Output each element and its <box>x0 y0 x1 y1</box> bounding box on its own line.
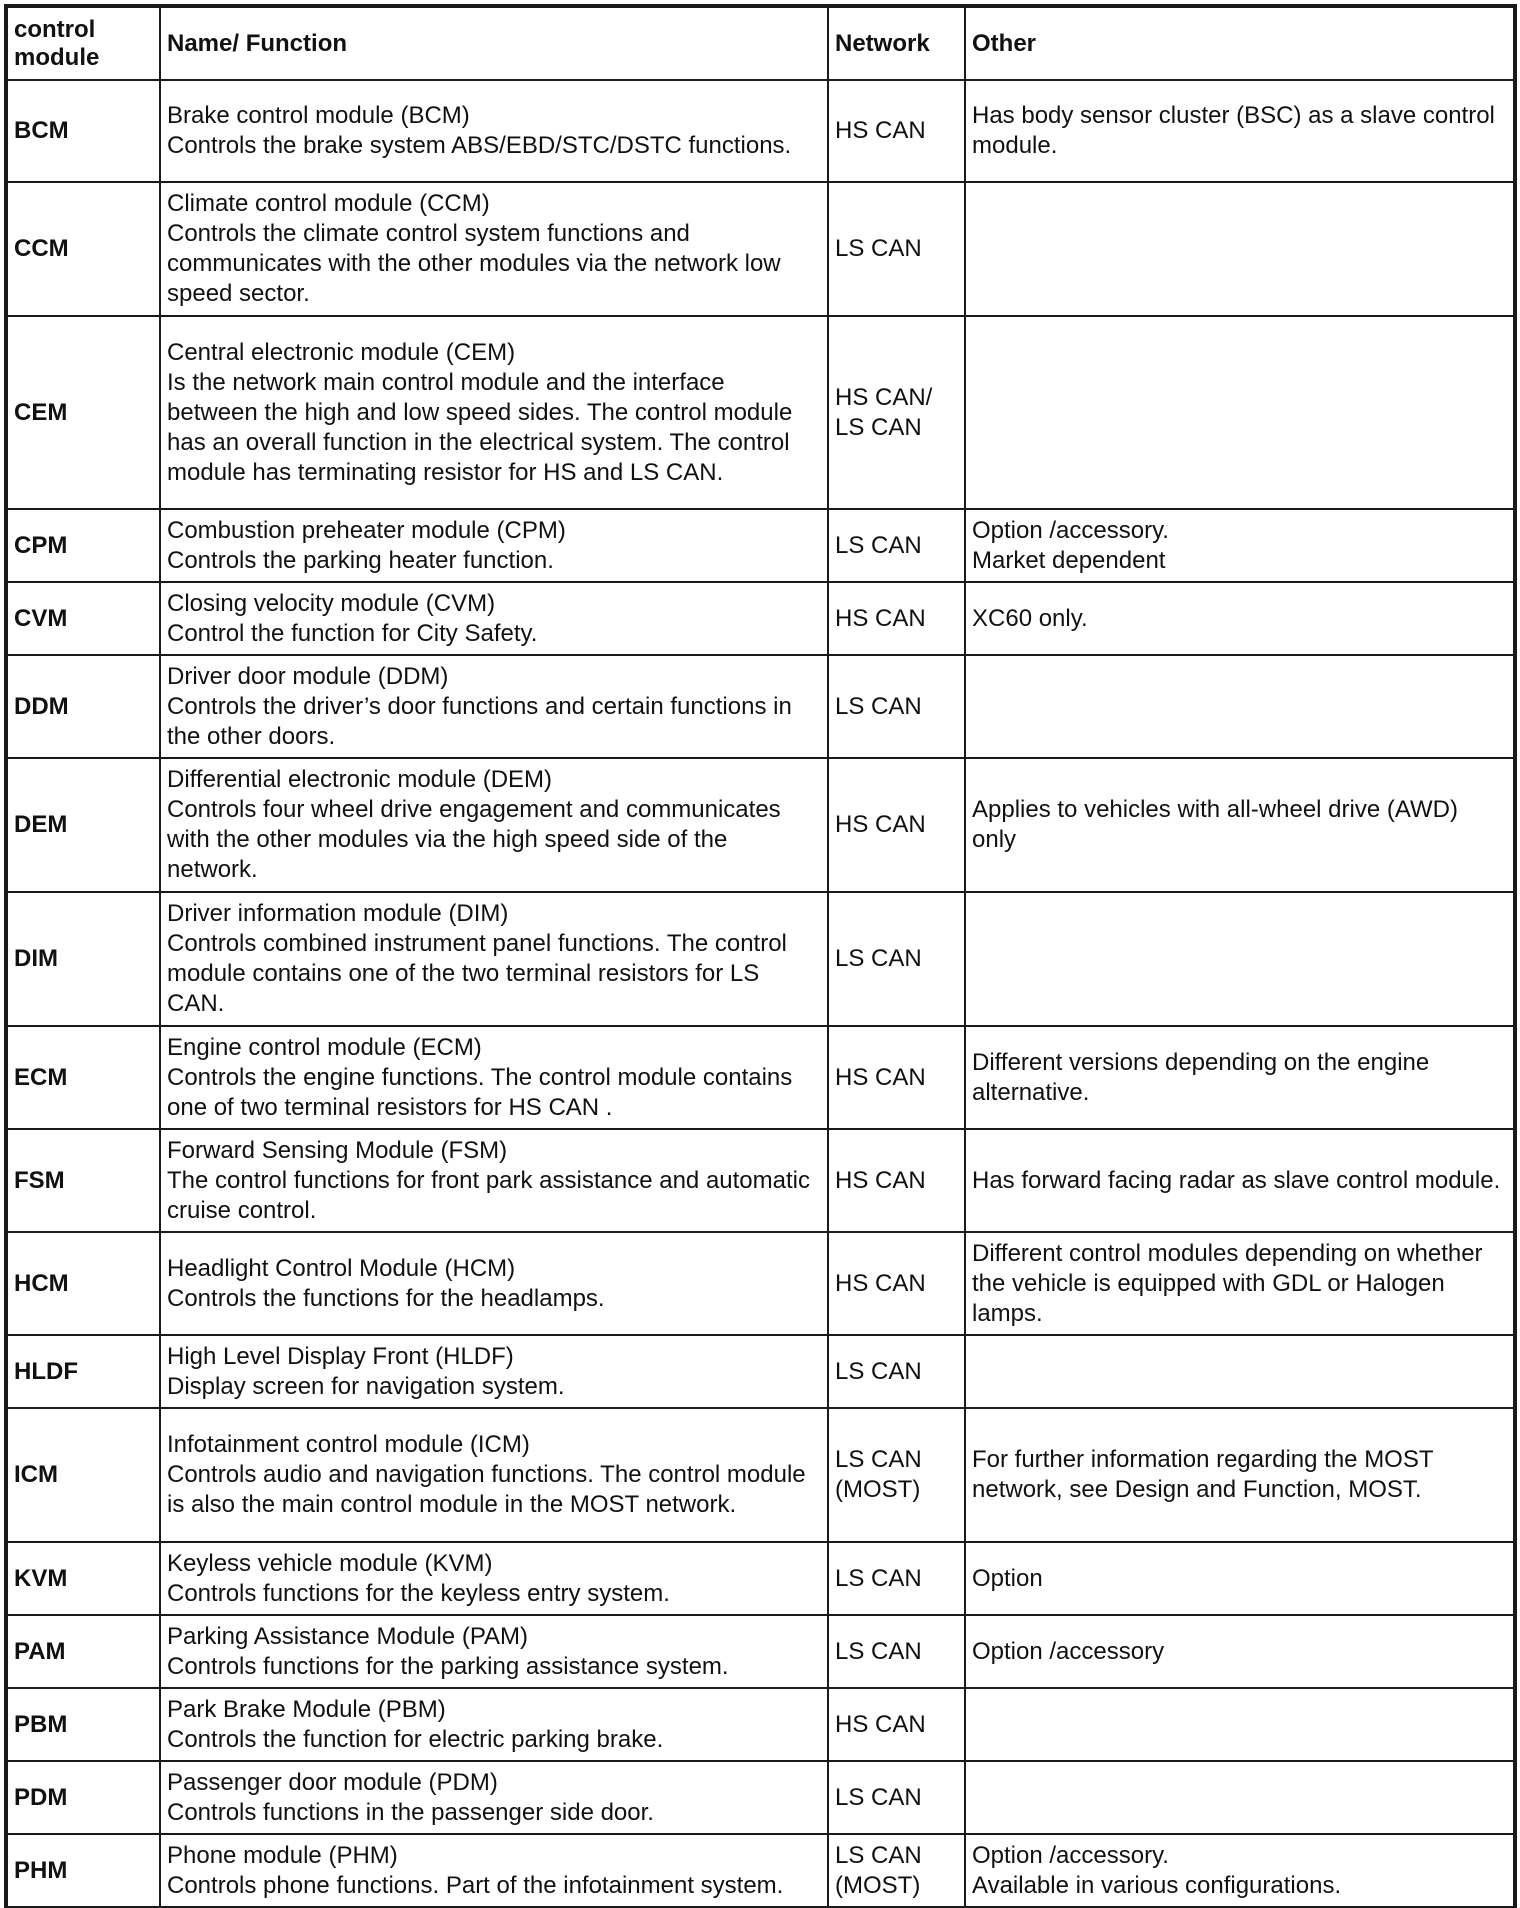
function-cell <box>160 892 828 1026</box>
function-cell <box>160 1408 828 1542</box>
module-code-cell: BCM <box>7 80 160 182</box>
module-description: Controls functions for the keyless entry system. <box>167 1579 670 1607</box>
module-code-cell: PAM <box>7 1615 160 1688</box>
network-cell <box>828 80 965 182</box>
network-value: HS CAN <box>835 117 926 144</box>
module-code-cell: HCM <box>7 1232 160 1335</box>
module-description: Controls the parking heater function. <box>167 546 554 574</box>
header-other: Other <box>965 7 1514 80</box>
module-description: Display screen for navigation system. <box>167 1372 565 1400</box>
other-note: Has forward facing radar as slave control module. <box>972 1166 1501 1194</box>
other-note: Different control modules depending on whether the vehicle is equipped with GDL or Halogen lamps. <box>972 1239 1483 1327</box>
table-row <box>7 316 1514 509</box>
network-cell <box>828 892 965 1026</box>
function-cell <box>160 1232 828 1335</box>
module-description: Controls the function for electric parking brake. <box>167 1725 664 1753</box>
network-value: LS CAN <box>835 1446 922 1473</box>
network-value: LS CAN <box>835 1637 922 1665</box>
table-header-row <box>7 7 1514 80</box>
module-name: Climate control module (CCM) <box>167 190 490 217</box>
other-note: Option /accessory. <box>972 1841 1169 1869</box>
header-control-module: control module <box>7 7 160 80</box>
module-code-cell: CPM <box>7 509 160 582</box>
other-cell <box>965 182 1514 316</box>
module-description: Controls four wheel drive engagement and communicates with the other modules via the high speed side of the network. <box>167 796 781 883</box>
table-row <box>7 1335 1514 1408</box>
header-network: Network <box>828 7 965 80</box>
network-value: LS CAN <box>835 1564 922 1592</box>
other-cell <box>965 1026 1514 1129</box>
table-row <box>7 1834 1514 1907</box>
table-row <box>7 1129 1514 1232</box>
network-cell <box>828 582 965 655</box>
module-name: Park Brake Module (PBM) <box>167 1695 446 1723</box>
network-value: HS CAN <box>835 1166 926 1194</box>
table-row <box>7 892 1514 1026</box>
other-cell <box>965 582 1514 655</box>
network-value: LS CAN <box>835 1841 922 1869</box>
function-cell <box>160 316 828 509</box>
network-cell <box>828 316 965 509</box>
table-row <box>7 1026 1514 1129</box>
module-name: Central electronic module (CEM) <box>167 338 516 366</box>
other-note: Market dependent <box>972 546 1166 574</box>
module-description: Controls functions in the passenger side door. <box>167 1798 654 1826</box>
other-cell <box>965 655 1514 758</box>
other-note: Available in various configurations. <box>972 1871 1342 1899</box>
module-name: Phone module (PHM) <box>167 1841 398 1869</box>
other-cell <box>965 1408 1514 1542</box>
table-row <box>7 1688 1514 1761</box>
module-code-cell: ICM <box>7 1408 160 1542</box>
network-cell <box>828 1615 965 1688</box>
other-cell <box>965 1615 1514 1688</box>
function-cell <box>160 182 828 316</box>
network-cell <box>828 1761 965 1834</box>
network-value: (MOST) <box>835 1871 921 1899</box>
module-name: Parking Assistance Module (PAM) <box>167 1622 529 1650</box>
other-note: Has body sensor cluster (BSC) as a slave control module. <box>972 102 1495 159</box>
network-value: LS CAN <box>835 945 922 972</box>
other-cell <box>965 1761 1514 1834</box>
module-description: Is the network main control module and the interface between the high and low speed sides. The control module has an overall function in the electrical system. The control module has terminating resistor for HS and LS CAN. <box>167 368 793 486</box>
other-cell <box>965 1129 1514 1232</box>
module-name: Differential electronic module (DEM) <box>167 766 553 793</box>
module-name: High Level Display Front (HLDF) <box>167 1342 514 1370</box>
module-code-cell: CEM <box>7 316 160 509</box>
network-value: LS CAN <box>835 1783 922 1811</box>
network-value: LS CAN <box>835 531 922 559</box>
function-cell <box>160 1688 828 1761</box>
other-cell <box>965 1834 1514 1907</box>
network-cell <box>828 1129 965 1232</box>
module-code-cell: ECM <box>7 1026 160 1129</box>
module-code-cell: DDM <box>7 655 160 758</box>
module-description: Controls combined instrument panel functions. The control module contains one of the two terminal resistors for LS CAN. <box>167 930 787 1017</box>
module-code-cell: PHM <box>7 1834 160 1907</box>
module-name: Brake control module (BCM) <box>167 102 470 129</box>
control-module-table <box>6 6 1515 1908</box>
function-cell <box>160 1026 828 1129</box>
function-cell <box>160 758 828 892</box>
module-code-cell: FSM <box>7 1129 160 1232</box>
function-cell <box>160 509 828 582</box>
function-cell <box>160 1129 828 1232</box>
other-note: Applies to vehicles with all-wheel drive (AWD) only <box>972 796 1458 853</box>
network-value: HS CAN <box>835 604 926 632</box>
module-description: Controls functions for the parking assistance system. <box>167 1652 729 1680</box>
other-cell <box>965 758 1514 892</box>
network-value: HS CAN/ <box>835 383 933 411</box>
other-cell <box>965 1335 1514 1408</box>
other-note: Option /accessory <box>972 1637 1165 1665</box>
function-cell <box>160 655 828 758</box>
function-cell <box>160 1761 828 1834</box>
network-cell <box>828 758 965 892</box>
other-cell <box>965 1688 1514 1761</box>
module-name: Closing velocity module (CVM) <box>167 589 496 617</box>
network-cell <box>828 1026 965 1129</box>
module-description: Control the function for City Safety. <box>167 619 538 647</box>
table-row <box>7 182 1514 316</box>
module-name: Forward Sensing Module (FSM) <box>167 1136 508 1164</box>
network-value: HS CAN <box>835 1063 926 1091</box>
table-row <box>7 1761 1514 1834</box>
function-cell <box>160 582 828 655</box>
network-cell <box>828 655 965 758</box>
other-cell <box>965 892 1514 1026</box>
module-name: Keyless vehicle module (KVM) <box>167 1549 493 1577</box>
other-note: Option /accessory. <box>972 516 1169 544</box>
module-description: Controls the climate control system functions and communicates with the other modules via the network low speed sector. <box>167 220 781 307</box>
module-description: Controls the engine functions. The control module contains one of two terminal resistors for HS CAN . <box>167 1063 793 1121</box>
module-code-cell: DEM <box>7 758 160 892</box>
module-description: The control functions for front park assistance and automatic cruise control. <box>167 1166 810 1224</box>
module-code-cell: DIM <box>7 892 160 1026</box>
other-note: Option <box>972 1564 1043 1592</box>
other-note: XC60 only. <box>972 604 1088 632</box>
table-row <box>7 80 1514 182</box>
network-cell <box>828 1232 965 1335</box>
table-row <box>7 1408 1514 1542</box>
module-code-cell: PBM <box>7 1688 160 1761</box>
module-code-cell: KVM <box>7 1542 160 1615</box>
network-value: (MOST) <box>835 1476 921 1503</box>
module-description: Controls phone functions. Part of the infotainment system. <box>167 1871 784 1899</box>
network-cell <box>828 509 965 582</box>
module-name: Driver door module (DDM) <box>167 662 449 690</box>
module-code-cell: CVM <box>7 582 160 655</box>
module-name: Engine control module (ECM) <box>167 1033 482 1061</box>
network-cell <box>828 1408 965 1542</box>
other-cell <box>965 80 1514 182</box>
network-value: LS CAN <box>835 692 922 720</box>
table-row <box>7 1542 1514 1615</box>
module-description: Controls the brake system ABS/EBD/STC/DSTC functions. <box>167 132 792 159</box>
network-value: HS CAN <box>835 1269 926 1297</box>
other-cell <box>965 1542 1514 1615</box>
function-cell <box>160 1834 828 1907</box>
other-cell <box>965 509 1514 582</box>
function-cell <box>160 80 828 182</box>
module-description: Controls the driver’s door functions and certain functions in the other doors. <box>167 692 792 750</box>
module-code-cell: HLDF <box>7 1335 160 1408</box>
network-value: LS CAN <box>835 413 922 441</box>
function-cell <box>160 1615 828 1688</box>
module-description: Controls audio and navigation functions. The control module is also the main control module in the MOST network. <box>167 1461 806 1518</box>
function-cell <box>160 1542 828 1615</box>
module-name: Headlight Control Module (HCM) <box>167 1254 516 1282</box>
other-cell <box>965 1232 1514 1335</box>
network-cell <box>828 1688 965 1761</box>
table-row <box>7 1615 1514 1688</box>
network-value: LS CAN <box>835 235 922 262</box>
function-cell <box>160 1335 828 1408</box>
network-cell <box>828 1335 965 1408</box>
network-value: LS CAN <box>835 1357 922 1385</box>
network-cell <box>828 1834 965 1907</box>
module-code-cell: CCM <box>7 182 160 316</box>
module-name: Passenger door module (PDM) <box>167 1768 498 1796</box>
module-name: Combustion preheater module (CPM) <box>167 516 566 544</box>
network-cell <box>828 1542 965 1615</box>
network-value: HS CAN <box>835 811 926 838</box>
table-row <box>7 655 1514 758</box>
table-row <box>7 582 1514 655</box>
module-description: Controls the functions for the headlamps. <box>167 1284 605 1312</box>
header-name-function: Name/ Function <box>160 7 828 80</box>
network-cell <box>828 182 965 316</box>
table-row <box>7 509 1514 582</box>
table-body <box>7 80 1514 1907</box>
other-note: For further information regarding the MOST network, see Design and Function, MOST. <box>972 1446 1434 1503</box>
other-cell <box>965 316 1514 509</box>
network-value: HS CAN <box>835 1710 926 1738</box>
table-row <box>7 758 1514 892</box>
table-row <box>7 1232 1514 1335</box>
module-code-cell: PDM <box>7 1761 160 1834</box>
other-note: Different versions depending on the engine alternative. <box>972 1048 1430 1106</box>
module-name: Driver information module (DIM) <box>167 900 509 927</box>
module-name: Infotainment control module (ICM) <box>167 1431 530 1458</box>
